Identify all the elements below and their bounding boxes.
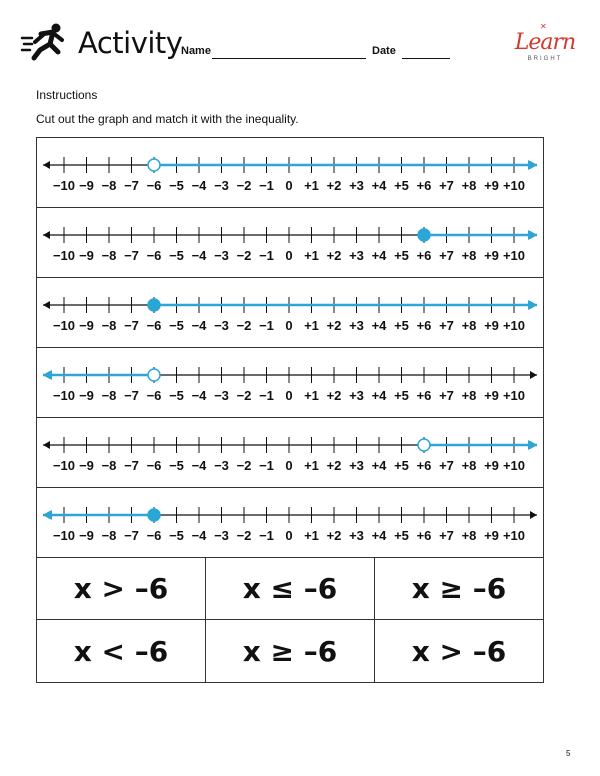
page-title: Activity <box>78 26 183 60</box>
inequality-card[interactable] <box>375 558 543 620</box>
tick-label: +5 <box>394 178 409 193</box>
number-line <box>37 348 543 417</box>
number-line <box>37 208 543 277</box>
tick-label: −2 <box>236 178 252 193</box>
tick-label: +7 <box>439 178 454 193</box>
inequality-card[interactable] <box>206 558 375 620</box>
tick-label: −7 <box>124 458 139 473</box>
number-line <box>37 278 543 347</box>
tick-label: −1 <box>259 388 274 403</box>
tick-label: −1 <box>259 318 274 333</box>
tick-label: −8 <box>101 388 117 403</box>
tick-label: +7 <box>439 528 454 543</box>
tick-label: −5 <box>169 178 184 193</box>
open-point <box>148 159 160 171</box>
tick-label: 0 <box>285 388 293 403</box>
number-line <box>37 138 543 207</box>
tick-label: −9 <box>79 388 94 403</box>
tick-label: −5 <box>169 318 184 333</box>
tick-label: +4 <box>371 388 387 403</box>
tick-label: −3 <box>214 248 229 263</box>
tick-label: +9 <box>484 458 499 473</box>
tick-label: −7 <box>124 248 139 263</box>
tick-label: +2 <box>326 388 342 403</box>
tick-label: −9 <box>79 178 94 193</box>
tick-label: +8 <box>461 178 477 193</box>
name-field-line <box>212 58 366 59</box>
tick-label: +6 <box>416 318 432 333</box>
closed-point <box>148 509 160 521</box>
tick-label: +1 <box>304 318 319 333</box>
instructions-heading: Instructions <box>36 88 98 102</box>
tick-label: −9 <box>79 458 94 473</box>
tick-label: −6 <box>146 178 162 193</box>
left-arrow-icon <box>43 301 50 309</box>
tick-label: +1 <box>304 178 319 193</box>
runner-icon <box>20 22 68 62</box>
solution-arrow-icon <box>528 440 537 450</box>
tick-label: +1 <box>304 458 319 473</box>
tick-label: −4 <box>191 178 207 193</box>
tick-label: −10 <box>52 318 76 333</box>
tick-label: −1 <box>259 178 274 193</box>
closed-point <box>418 229 430 241</box>
tick-label: −7 <box>124 528 139 543</box>
tick-label: +6 <box>416 388 432 403</box>
tick-label: −7 <box>124 318 139 333</box>
tick-label: −10 <box>52 388 76 403</box>
inequality-card[interactable] <box>375 620 543 682</box>
inequality-text: x ≥ –6 <box>411 572 507 605</box>
tick-label: −5 <box>169 388 184 403</box>
right-arrow-icon <box>530 511 537 519</box>
tick-label: +7 <box>439 388 454 403</box>
tick-label: −4 <box>191 318 207 333</box>
inequality-card[interactable] <box>37 620 206 682</box>
tick-label: +9 <box>484 528 499 543</box>
tick-label: −3 <box>214 458 229 473</box>
tick-label: +9 <box>484 248 499 263</box>
tick-label: +4 <box>371 178 387 193</box>
tick-label: +8 <box>461 318 477 333</box>
tick-label: +3 <box>349 458 364 473</box>
tick-label: +4 <box>371 318 387 333</box>
tick-label: +2 <box>326 248 342 263</box>
tick-label: +10 <box>502 178 526 193</box>
tick-label: −5 <box>169 248 184 263</box>
tick-label: −4 <box>191 388 207 403</box>
tick-label: −8 <box>101 318 117 333</box>
number-line-card[interactable] <box>37 278 543 348</box>
number-line-card[interactable] <box>37 208 543 278</box>
tick-label: +2 <box>326 318 342 333</box>
tick-label: +3 <box>349 528 364 543</box>
tick-label: −10 <box>52 528 76 543</box>
tick-label: +10 <box>502 248 526 263</box>
closed-point <box>148 299 160 311</box>
tick-label: +7 <box>439 458 454 473</box>
tick-label: +9 <box>484 178 499 193</box>
tick-label: +3 <box>349 248 364 263</box>
number-line <box>37 418 543 487</box>
left-arrow-icon <box>43 231 50 239</box>
tick-label: −3 <box>214 178 229 193</box>
left-arrow-icon <box>43 441 50 449</box>
tick-label: −10 <box>52 178 76 193</box>
tick-label: +9 <box>484 388 499 403</box>
tick-label: 0 <box>285 178 293 193</box>
date-field-line <box>402 58 450 59</box>
inequality-text: x > –6 <box>411 634 507 668</box>
tick-label: +8 <box>461 528 477 543</box>
tick-label: −6 <box>146 458 162 473</box>
inequality-text: x ≥ –6 <box>242 634 338 668</box>
tick-label: +8 <box>461 458 477 473</box>
tick-label: −6 <box>146 528 162 543</box>
tick-label: −7 <box>124 388 139 403</box>
number-line-card[interactable] <box>37 488 543 558</box>
tick-label: −8 <box>101 248 117 263</box>
page-number: 5 <box>566 749 571 758</box>
tick-label: +5 <box>394 248 409 263</box>
tick-label: −4 <box>191 458 207 473</box>
tick-label: −8 <box>101 458 117 473</box>
tick-label: −6 <box>146 318 162 333</box>
tick-label: +8 <box>461 388 477 403</box>
tick-label: +5 <box>394 388 409 403</box>
tick-label: −3 <box>214 388 229 403</box>
tick-label: −9 <box>79 248 94 263</box>
tick-label: −10 <box>52 248 76 263</box>
solution-arrow-icon <box>528 300 537 310</box>
logo-text: Learn <box>514 30 576 55</box>
inequality-text: x < –6 <box>73 634 169 668</box>
tick-label: −3 <box>214 528 229 543</box>
inequality-card[interactable] <box>37 558 206 620</box>
instructions-text: Cut out the graph and match it with the inequality. <box>36 112 299 126</box>
tick-label: −10 <box>52 458 76 473</box>
tick-label: −2 <box>236 388 252 403</box>
tick-label: −6 <box>146 388 162 403</box>
inequality-card[interactable] <box>206 620 375 682</box>
tick-label: −3 <box>214 318 229 333</box>
cut-out-grid <box>36 137 544 683</box>
tick-label: −9 <box>79 528 94 543</box>
tick-label: +1 <box>304 528 319 543</box>
tick-label: +3 <box>349 318 364 333</box>
tick-label: +6 <box>416 178 432 193</box>
name-label: Name <box>181 45 211 57</box>
solution-arrow-icon <box>43 510 52 520</box>
tick-label: +10 <box>502 388 526 403</box>
tick-label: 0 <box>285 318 293 333</box>
tick-label: +6 <box>416 458 432 473</box>
solution-arrow-icon <box>528 160 537 170</box>
tick-label: +4 <box>371 248 387 263</box>
tick-label: +9 <box>484 318 499 333</box>
tick-label: −2 <box>236 528 252 543</box>
date-label: Date <box>372 45 396 57</box>
tick-label: +2 <box>326 178 342 193</box>
tick-label: +3 <box>349 388 364 403</box>
tick-label: −1 <box>259 458 274 473</box>
tick-label: −2 <box>236 248 252 263</box>
tick-label: +2 <box>326 458 342 473</box>
solution-arrow-icon <box>528 230 537 240</box>
tick-label: 0 <box>285 528 293 543</box>
tick-label: −8 <box>101 528 117 543</box>
tick-label: 0 <box>285 458 293 473</box>
tick-label: −1 <box>259 248 274 263</box>
tick-label: +6 <box>416 248 432 263</box>
inequality-text: x > –6 <box>73 572 169 605</box>
logo-mark-icon: ✕ <box>540 22 547 31</box>
tick-label: −8 <box>101 178 117 193</box>
tick-label: +5 <box>394 528 409 543</box>
tick-label: +2 <box>326 528 342 543</box>
tick-label: −4 <box>191 248 207 263</box>
number-line-card[interactable] <box>37 418 543 488</box>
tick-label: −2 <box>236 318 252 333</box>
tick-label: −2 <box>236 458 252 473</box>
tick-label: +5 <box>394 318 409 333</box>
tick-label: +8 <box>461 248 477 263</box>
tick-label: +1 <box>304 248 319 263</box>
tick-label: −5 <box>169 528 184 543</box>
tick-label: +6 <box>416 528 432 543</box>
tick-label: +4 <box>371 458 387 473</box>
tick-label: −9 <box>79 318 94 333</box>
tick-label: +10 <box>502 458 526 473</box>
open-point <box>148 369 160 381</box>
number-line <box>37 488 543 557</box>
tick-label: +10 <box>502 528 526 543</box>
tick-label: −6 <box>146 248 162 263</box>
tick-label: +5 <box>394 458 409 473</box>
tick-label: +7 <box>439 248 454 263</box>
header <box>0 0 600 80</box>
inequality-text: x ≤ –6 <box>242 572 338 605</box>
tick-label: +1 <box>304 388 319 403</box>
number-line-card[interactable] <box>37 348 543 418</box>
tick-label: +4 <box>371 528 387 543</box>
tick-label: +10 <box>502 318 526 333</box>
open-point <box>418 439 430 451</box>
number-line-card[interactable] <box>37 138 543 208</box>
tick-label: +7 <box>439 318 454 333</box>
logo-subtext: BRIGHT <box>527 56 563 62</box>
tick-label: −5 <box>169 458 184 473</box>
right-arrow-icon <box>530 371 537 379</box>
tick-label: 0 <box>285 248 293 263</box>
solution-arrow-icon <box>43 370 52 380</box>
learn-bright-logo <box>508 22 582 66</box>
tick-label: +3 <box>349 178 364 193</box>
left-arrow-icon <box>43 161 50 169</box>
tick-label: −7 <box>124 178 139 193</box>
tick-label: −1 <box>259 528 274 543</box>
tick-label: −4 <box>191 528 207 543</box>
